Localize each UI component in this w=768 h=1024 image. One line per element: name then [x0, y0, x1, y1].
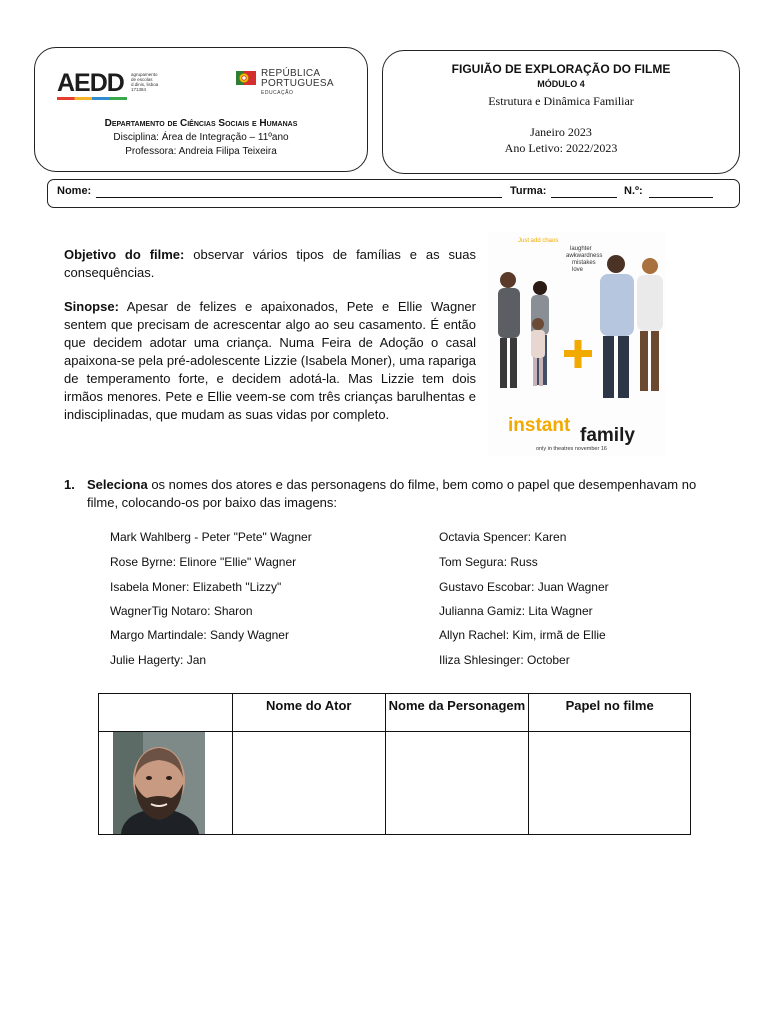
republic-emblem-icon	[236, 68, 256, 88]
republic-logo-text	[261, 69, 334, 89]
worksheet-date: Janeiro 2023	[530, 125, 592, 139]
question-text	[87, 476, 727, 512]
name-field[interactable]	[96, 197, 502, 198]
class-field[interactable]	[551, 197, 617, 198]
table-header-role: Papel no filme	[529, 694, 691, 732]
class-label: Turma:	[510, 185, 547, 197]
objective-paragraph	[64, 246, 476, 282]
discipline: Disciplina: Área de Integração – 11ºano	[113, 132, 289, 143]
question-number: 1.	[64, 477, 75, 492]
question-bold-word: Seleciona	[87, 477, 148, 492]
synopsis-paragraph	[64, 298, 476, 424]
teacher-name: Professora: Andreia Filipa Teixeira	[125, 146, 277, 157]
actor-photo-image	[113, 732, 205, 834]
poster-tagline-4: mistakes	[572, 260, 596, 266]
republic-logo-subtext: EDUCAÇÃO	[261, 90, 294, 96]
poster-title-instant: instant	[508, 415, 571, 436]
worksheet-subtitle: Estrutura e Dinâmica Familiar	[488, 94, 634, 108]
table-row	[99, 732, 691, 835]
table-header-row	[99, 694, 691, 732]
cast-left-4: WagnerTig Notaro: Sharon	[110, 604, 253, 618]
cast-left-2: Rose Byrne: Elinore "Ellie" Wagner	[110, 555, 297, 569]
poster-tagline-3: awkwardness	[566, 253, 603, 259]
department-name: Departamento de Ciências Sociais e Humanas	[104, 118, 298, 129]
worksheet-title: FIGUIÃO DE EXPLORAÇÃO DO FILME	[451, 62, 671, 76]
aedd-logo: AEDD	[57, 69, 124, 97]
cast-left-1: Mark Wahlberg - Peter "Pete" Wagner	[110, 530, 312, 544]
header-left-box	[34, 47, 368, 172]
number-label: N.º:	[624, 185, 643, 197]
synopsis-label: Sinopse:	[64, 299, 119, 314]
cast-left-5: Margo Martindale: Sandy Wagner	[110, 628, 289, 642]
poster-tagline-5: love	[572, 267, 584, 273]
actor-name-cell[interactable]	[232, 732, 385, 835]
character-name-cell[interactable]	[385, 732, 529, 835]
cast-right-5: Allyn Rachel: Kim, irmã de Ellie	[439, 628, 606, 642]
objective-label: Objetivo do filme:	[64, 247, 185, 262]
cast-right-2: Tom Segura: Russ	[439, 555, 538, 569]
poster-title-family: family	[580, 425, 635, 446]
role-cell[interactable]	[529, 732, 691, 835]
table-header-character: Nome da Personagem	[385, 694, 529, 732]
question-body: os nomes dos atores e das personagens do filme, bem como o papel que desempenhavam no filme, colocando-os por baixo das imagens:	[87, 477, 697, 510]
cast-right-1: Octavia Spencer: Karen	[439, 530, 567, 544]
answer-table	[98, 693, 691, 835]
table-header-actor: Nome do Ator	[232, 694, 385, 732]
cast-right-4: Julianna Gamiz: Lita Wagner	[439, 604, 593, 618]
module-label: MÓDULO 4	[537, 79, 585, 89]
table-header-image	[99, 694, 233, 732]
poster-footer: only in theatres november 16	[536, 446, 607, 452]
movie-poster-image	[488, 232, 665, 456]
cast-right-3: Gustavo Escobar: Juan Wagner	[439, 580, 609, 594]
aedd-logo-subtext: agrupamento de escolas d.dinis, lisboa 171384	[131, 72, 159, 92]
cast-left-6: Julie Hagerty: Jan	[110, 653, 207, 667]
synopsis-text: Apesar de felizes e apaixonados, Pete e Ellie Wagner sentem que precisam de acrescentar algo ao seu casamento. É então que decidem adotar uma criança. Numa Feira de Adoção o casal apaixona-se pela pré-adolescente Lizzie (Isabela Moner), uma rapariga de temperamento forte, e decidem adotá-la. Mas Lizzie tem dois irmãos menores. Pete e Ellie veem-se com três crianças barulhentas e indisciplinadas, que mudam as suas vidas por completo.	[64, 299, 476, 422]
name-label: Nome:	[57, 185, 92, 197]
republic-logo-line2: PORTUGUESA	[261, 78, 334, 89]
student-info-bar	[47, 179, 740, 208]
cast-right-6: Iliza Shlesinger: October	[439, 653, 570, 667]
cast-left-3: Isabela Moner: Elizabeth "Lizzy"	[110, 580, 282, 594]
poster-tagline-1: Just add chaos	[518, 238, 559, 244]
table-cell-photo	[99, 732, 233, 835]
aedd-logo-stripe	[57, 97, 127, 100]
republic-logo-line1: REPÚBLICA	[261, 68, 321, 79]
number-field[interactable]	[649, 197, 713, 198]
header-right-box	[382, 50, 740, 174]
school-year: Ano Letivo: 2022/2023	[504, 141, 618, 155]
poster-tagline-2: laughter	[570, 246, 592, 252]
objective-text: observar vários tipos de famílias e as suas consequências.	[64, 247, 476, 280]
